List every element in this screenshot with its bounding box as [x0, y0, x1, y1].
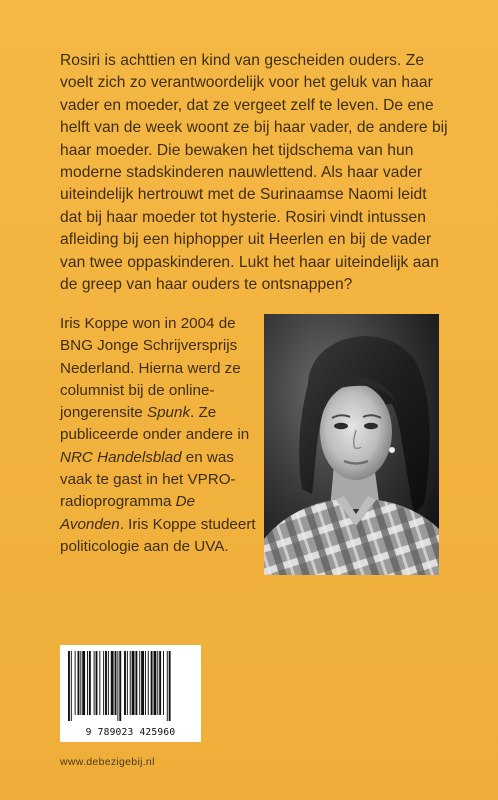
barcode-bar — [82, 651, 85, 715]
publisher-website: www.debezigebij.nl — [60, 756, 155, 768]
author-bio — [60, 313, 256, 558]
barcode-bar — [135, 651, 137, 715]
barcode-bar — [89, 651, 91, 715]
barcode-bar — [105, 651, 107, 715]
barcode-bar — [87, 651, 88, 715]
barcode-bar — [75, 651, 76, 715]
barcode-bar — [71, 651, 72, 721]
barcode-bar — [130, 651, 131, 715]
barcode-bar — [94, 651, 95, 715]
barcode-bar — [132, 651, 135, 715]
barcode-bar — [117, 651, 118, 721]
barcode-bar — [99, 651, 100, 715]
author-portrait-image — [264, 314, 439, 575]
bio-text-3: en was vaak te gast in het VPRO-radioprogramma — [60, 448, 236, 511]
barcode-bar — [103, 651, 104, 715]
barcode-bar — [145, 651, 146, 715]
barcode-bar — [111, 651, 114, 715]
barcode-bar — [108, 651, 109, 715]
bio-text-2: . Ze publiceerde onder andere in — [60, 404, 250, 444]
blurb-text: Rosiri is achttien en kind van gescheiden ouders. Ze voelt zich zo verantwoordelijk voor het geluk van haar vader en moeder, dat ze vergeet zelf te leven. De ene helft van de week woont ze bij haar vader, de andere bij haar moeder. Die bewaken het tijdschema van hun moderne stadskinderen nauwlettend. Als haar vader uiteindelijk hertrouwt met de Surinaamse Naomi leidt dat bij haar moeder tot hysterie. Rosiri vindt intussen afleiding bij een hiphopper uit Heerlen en bij de vader van twee oppaskinderen. Lukt het haar uiteindelijk aan de greep van haar ouders te ontsnappen? — [60, 52, 448, 294]
barcode-bar — [167, 651, 168, 721]
barcode-bar — [148, 651, 149, 715]
barcode-bar — [127, 651, 128, 715]
bio-avonden: De Avonden — [60, 493, 196, 533]
bio-text-4: . Iris Koppe studeert politicologie aan de UVA. — [60, 515, 256, 555]
barcode-bar — [78, 651, 80, 715]
barcode-bar — [119, 651, 121, 721]
barcode-bar — [141, 651, 144, 715]
bio-text-1: Iris Koppe won in 2004 de BNG Jonge Schrijversprijs Nederland. Hierna werd ze columnist bij de online-jongerensite — [60, 315, 241, 422]
author-photo — [264, 314, 439, 575]
barcode-bar — [163, 651, 164, 715]
barcode-bar — [96, 651, 98, 715]
barcode-bar — [169, 651, 171, 721]
isbn-number: 9 789023 425960 — [85, 727, 176, 738]
barcode-bar — [154, 651, 157, 715]
bio-nrc: NRC Handelsblad — [60, 448, 182, 466]
barcode-bar — [151, 651, 153, 715]
barcode-bars — [68, 651, 193, 721]
barcode-bar — [139, 651, 140, 715]
barcode-bar — [157, 651, 158, 715]
barcode-bar — [80, 651, 81, 715]
barcode-bar — [115, 651, 117, 715]
barcode-bar — [159, 651, 161, 715]
barcode-bar — [68, 651, 70, 721]
barcode-bar — [124, 651, 126, 715]
bio-spunk: Spunk — [146, 404, 191, 422]
barcode — [60, 645, 201, 742]
